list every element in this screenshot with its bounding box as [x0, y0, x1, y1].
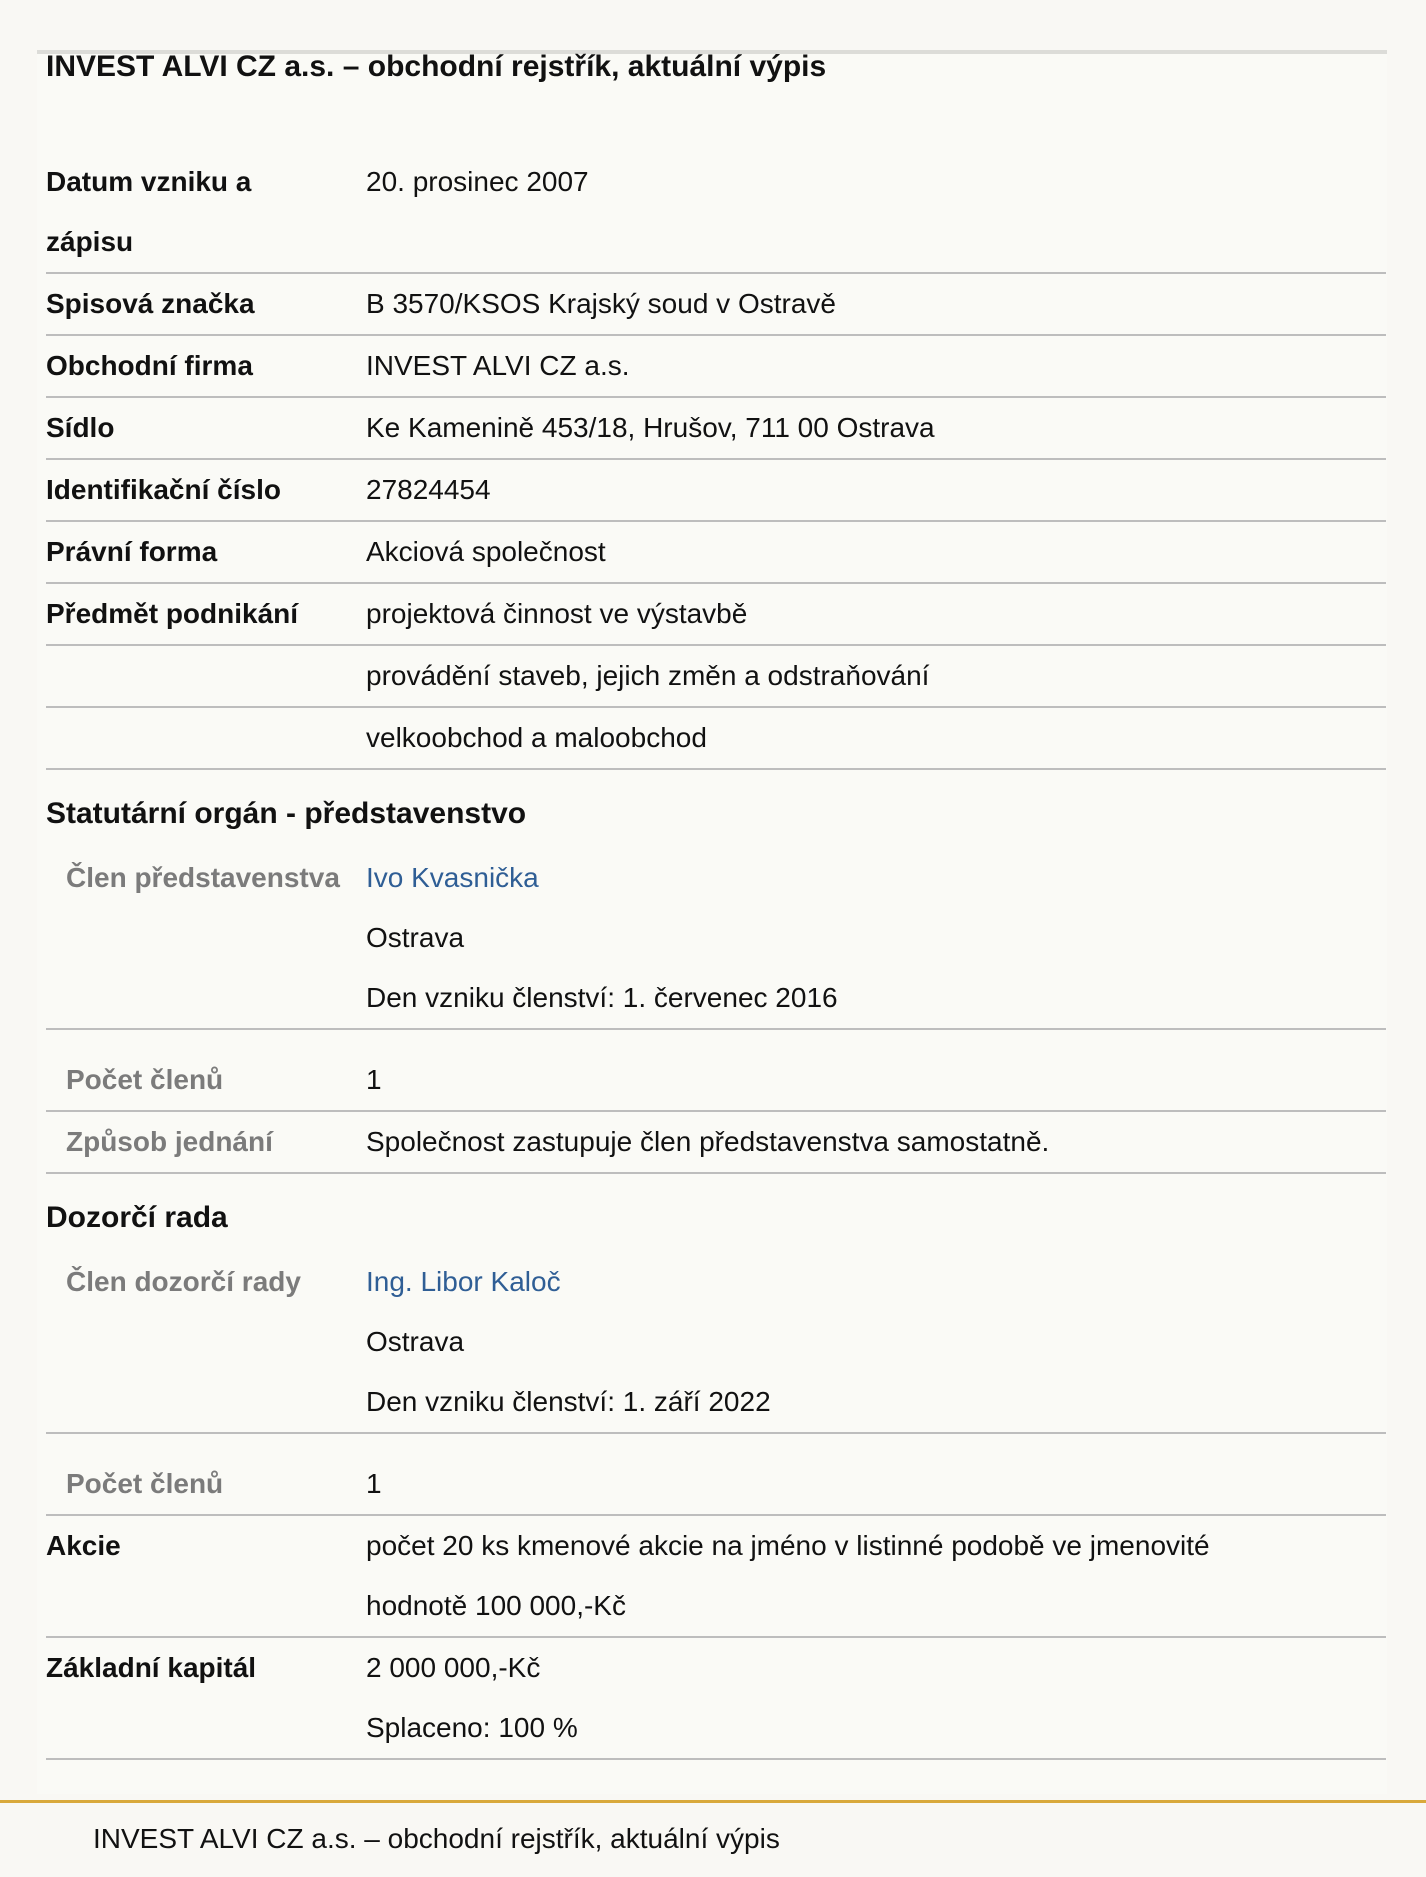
row-value: 20. prosinec 2007	[366, 152, 1386, 273]
row-value: počet 20 ks kmenové akcie na jméno v listinné podobě ve jmenovité hodnotě 100 000,-Kč	[366, 1515, 1386, 1637]
table-row	[46, 152, 1386, 273]
table-row	[46, 1515, 1386, 1637]
row-label: Počet členů	[46, 1454, 366, 1515]
row-label: Datum vzniku a zápisu	[46, 152, 366, 273]
row-value: velkoobchod a maloobchod	[366, 707, 1386, 769]
row-label: Právní forma	[46, 521, 366, 583]
row-label: Základní kapitál	[46, 1637, 366, 1759]
row-value: 2 000 000,-Kč Splaceno: 100 %	[366, 1637, 1386, 1759]
table-row	[46, 583, 1386, 645]
statutory-table	[46, 848, 1386, 1174]
row-label: Spisová značka	[46, 273, 366, 335]
table-row	[46, 521, 1386, 583]
row-value: Ivo Kvasnička Ostrava Den vzniku členství: 1. červenec 2016	[366, 848, 1386, 1029]
row-label: Předmět podnikání	[46, 583, 366, 645]
row-value: Akciová společnost	[366, 521, 1386, 583]
table-row	[46, 459, 1386, 521]
row-value: 1	[366, 1454, 1386, 1515]
supervisory-heading: Dozorčí rada	[46, 1201, 228, 1234]
row-label: Člen dozorčí rady	[46, 1252, 366, 1433]
table-row	[46, 1252, 1386, 1433]
footer	[0, 1800, 1426, 1877]
table-row	[46, 848, 1386, 1029]
row-label	[46, 707, 366, 769]
table-row	[46, 335, 1386, 397]
row-label: Akcie	[46, 1515, 366, 1637]
page-title: INVEST ALVI CZ a.s. – obchodní rejstřík, aktuální výpis	[46, 50, 827, 83]
row-value: projektová činnost ve výstavbě	[366, 583, 1386, 645]
supervisory-table	[46, 1252, 1386, 1760]
row-label: Obchodní firma	[46, 335, 366, 397]
row-label: Počet členů	[46, 1050, 366, 1111]
row-label: Člen představenstva	[46, 848, 366, 1029]
table-row	[46, 273, 1386, 335]
member-name-link[interactable]: Ivo Kvasnička	[366, 862, 539, 893]
table-row	[46, 645, 1386, 707]
member-name-link[interactable]: Ing. Libor Kaloč	[366, 1266, 561, 1297]
table-row	[46, 1454, 1386, 1515]
row-value: 27824454	[366, 459, 1386, 521]
table-row	[46, 397, 1386, 459]
statutory-heading: Statutární orgán - představenstvo	[46, 797, 527, 830]
row-value: Ing. Libor Kaloč Ostrava Den vzniku členství: 1. září 2022	[366, 1252, 1386, 1433]
table-row	[46, 1637, 1386, 1759]
row-label: Způsob jednání	[46, 1111, 366, 1173]
row-value: Ke Kamenině 453/18, Hrušov, 711 00 Ostrava	[366, 397, 1386, 459]
table-row	[46, 1050, 1386, 1111]
table-row	[46, 1111, 1386, 1173]
footer-text: INVEST ALVI CZ a.s. – obchodní rejstřík, aktuální výpis	[93, 1823, 780, 1854]
row-label	[46, 645, 366, 707]
row-label: Sídlo	[46, 397, 366, 459]
row-label: Identifikační číslo	[46, 459, 366, 521]
row-value: Společnost zastupuje člen představenstva samostatně.	[366, 1111, 1386, 1173]
row-value: B 3570/KSOS Krajský soud v Ostravě	[366, 273, 1386, 335]
row-value: INVEST ALVI CZ a.s.	[366, 335, 1386, 397]
row-value: provádění staveb, jejich změn a odstraňování	[366, 645, 1386, 707]
table-row	[46, 707, 1386, 769]
row-value: 1	[366, 1050, 1386, 1111]
basic-info-table	[46, 152, 1386, 770]
